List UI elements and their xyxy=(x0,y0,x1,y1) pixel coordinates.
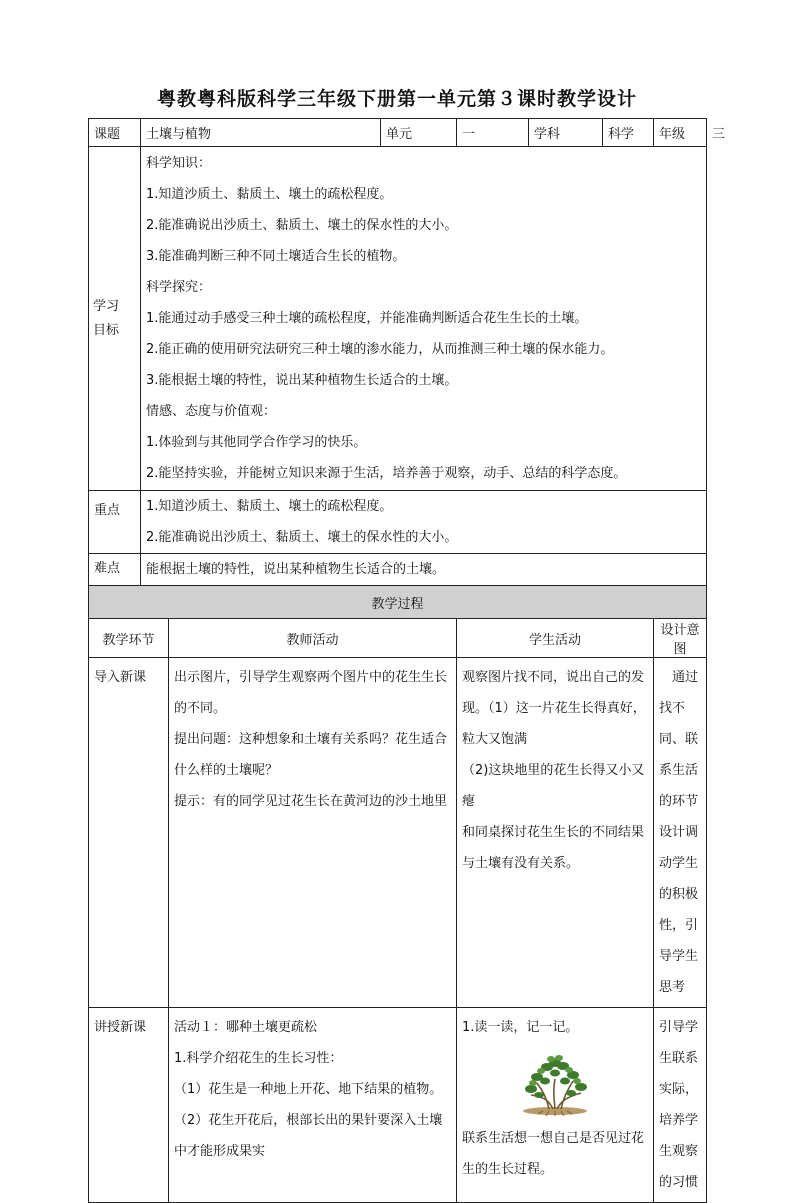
column-student: 学生活动 xyxy=(457,619,654,658)
process-row-new-lesson xyxy=(89,1008,707,1203)
objectives-content xyxy=(141,147,707,491)
objective-line: 3.能根据土壤的特性，说出某种植物生长适合的土壤。 xyxy=(146,373,458,388)
header-row: 课题 土壤与植物 单元 一 学科 科学 年级 三 xyxy=(89,119,707,147)
objective-line: 2.能坚持实验，并能树立知识来源于生活，培养善于观察，动手、总结的科学态度。 xyxy=(146,466,627,481)
objectives-row xyxy=(89,147,707,491)
key-points-row xyxy=(89,491,707,554)
lesson-plan-table xyxy=(88,118,726,1203)
document-title: 粤教粤科版科学三年级下册第一单元第３课时教学设计 xyxy=(156,88,637,110)
student-activity-cell: 1.读一读，记一记。 联系生活想一想自己是否见过花生的生长过程。 xyxy=(457,1008,654,1203)
objective-line: 2.能准确说出沙质土、黏质土、壤土的保水性的大小。 xyxy=(146,218,458,233)
key-point-line: 1.知道沙质土、黏质土、壤土的疏松程度。 xyxy=(146,499,393,514)
difficulty-content: 能根据土壤的特性，说出某种植物生长适合的土壤。 xyxy=(141,554,707,586)
objectives-label: 学习 目标 xyxy=(89,147,141,491)
process-columns-row xyxy=(89,619,707,658)
student-activity-cell: 观察图片找不同，说出自己的发现。（1）这一片花生长得真好，粒大又饱满 （2)这块地里的花生长得又小又瘪 和同桌探讨花生生长的不同结果与土壤有没有关系。 xyxy=(457,658,654,1008)
design-intent-cell: 通过找不同、联系生活的环节设计调动学生的积极性，引导学生思考 xyxy=(654,658,707,1008)
column-teacher: 教师活动 xyxy=(169,619,457,658)
process-row-intro xyxy=(89,658,707,1008)
objective-line: 情感、态度与价值观： xyxy=(146,404,277,419)
objective-line: 1.体验到与其他同学合作学习的快乐。 xyxy=(146,435,367,450)
grade-label: 年级 xyxy=(654,119,707,147)
course-value: 土壤与植物 xyxy=(141,119,381,147)
difficulty-row xyxy=(89,554,707,586)
stage-cell: 导入新课 xyxy=(89,658,169,1008)
process-header: 教学过程 xyxy=(89,586,707,619)
objective-line: 1.知道沙质土、黏质土、壤土的疏松程度。 xyxy=(146,187,393,202)
difficulty-label: 难点 xyxy=(89,554,141,586)
subject-value: 科学 xyxy=(603,119,654,147)
stage-cell: 讲授新课 xyxy=(89,1008,169,1203)
subject-label: 学科 xyxy=(529,119,603,147)
teacher-activity-cell: 活动１：哪种土壤更疏松 1.科学介绍花生的生长习性： （1）花生是一种地上开花、地下结果的植物。 （2）花生开花后，根部长出的果针要深入土壤中才能形成果实 xyxy=(169,1008,457,1203)
process-header-row xyxy=(89,586,707,619)
unit-value: 一 xyxy=(457,119,529,147)
unit-label: 单元 xyxy=(381,119,457,147)
column-stage: 教学环节 xyxy=(89,619,169,658)
key-points-label: 重点 xyxy=(89,491,141,554)
objective-line: 2.能正确的使用研究法研究三种土壤的渗水能力，从而推测三种土壤的保水能力。 xyxy=(146,342,614,357)
objective-line: 1.能通过动手感受三种土壤的疏松程度，并能准确判断适合花生生长的土壤。 xyxy=(146,311,588,326)
key-point-line: 2.能准确说出沙质土、黏质土、壤土的保水性的大小。 xyxy=(146,530,458,545)
key-points-content xyxy=(141,491,707,554)
teacher-activity-cell: 出示图片，引导学生观察两个图片中的花生生长的不同。 提出问题：这种想象和土壤有关系吗？花生适合什么样的土壤呢？ 提示：有的同学见过花生长在黄河边的沙土地里 xyxy=(169,658,457,1008)
peanut-plant-image xyxy=(519,1051,591,1117)
column-intent: 设计意图 xyxy=(654,619,707,658)
objective-line: 科学探究： xyxy=(146,280,212,295)
objective-line: 科学知识： xyxy=(146,156,212,171)
objective-line: 3.能准确判断三种不同土壤适合生长的植物。 xyxy=(146,249,406,264)
design-intent-cell: 引导学生联系实际，培养学生观察的习惯 xyxy=(654,1008,707,1203)
course-label: 课题 xyxy=(89,119,141,147)
